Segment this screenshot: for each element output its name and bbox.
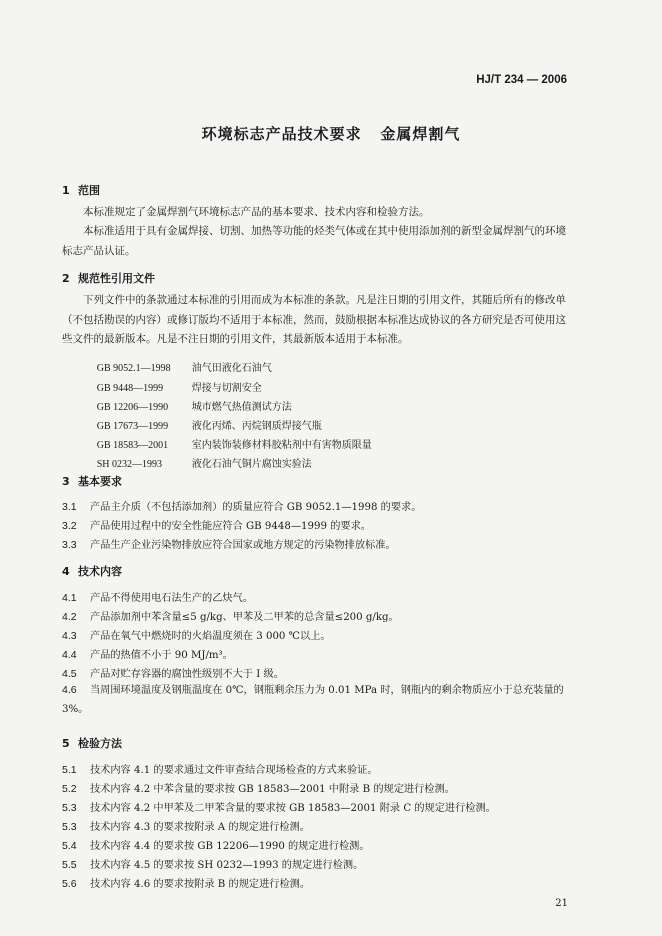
list-item: 4.4 产品的热值不小于 90 MJ/m³。: [62, 649, 233, 661]
section-2-para: 下列文件中的条款通过本标准的引用而成为本标准的条款。凡是注日期的引用文件，其随后所有的修改单（不包括勘误的内容）或修订版均不适用于本标准，然而，鼓励根据本标准达成协议的各方研究是否可使用这些文件的最新版本。凡是不注日期的引用文件，其最新版本适用于本标准。: [62, 294, 566, 345]
list-item: 3.3 产品生产企业污染物排放应符合国家或地方规定的污染物排放标准。: [62, 539, 396, 551]
page-title: 环境标志产品技术要求 金属焊割气: [201, 125, 461, 143]
page-number: 21: [555, 898, 568, 909]
section-3-heading: 3 基本要求: [62, 475, 122, 488]
list-item: 5.2 技术内容 4.2 中苯含量的要求按 GB 18583—2001 中附录 B 的规定进行检测。: [62, 783, 455, 795]
list-item: 5.1 技术内容 4.1 的要求通过文件审查结合现场检查的方式来验证。: [62, 764, 378, 776]
reference-item: GB 12206—1990 城市燃气热值测试方法: [96, 402, 292, 413]
list-item: 5.3 技术内容 4.3 的要求按附录 A 的规定进行检测。: [62, 821, 310, 833]
list-item: 3.1 产品主介质（不包括添加剂）的质量应符合 GB 9052.1—1998 的要求。: [62, 501, 422, 513]
reference-item: SH 0232—1993 液化石油气铜片腐蚀实验法: [96, 459, 312, 470]
list-item: 5.4 技术内容 4.4 的要求按 GB 12206—1990 的规定进行检测。: [62, 840, 370, 852]
list-item: 3.2 产品使用过程中的安全性能应符合 GB 9448—1999 的要求。: [62, 520, 371, 532]
reference-item: GB 9448—1999 焊接与切割安全: [96, 383, 262, 394]
list-item: 4.5 产品对贮存容器的腐蚀性级别不大于 Ⅰ 级。: [62, 668, 284, 680]
standard-code: HJ/T 234 — 2006: [476, 74, 567, 86]
section-1-para-2: 本标准适用于具有金属焊接、切割、加热等功能的烃类气体或在其中使用添加剂的新型金属焊割气的环境标志产品认证。: [62, 225, 566, 257]
list-item: 4.2 产品添加剂中苯含量≤5 g/kg、甲苯及二甲苯的总含量≤200 g/kg。: [62, 611, 399, 623]
reference-item: GB 9052.1—1998 油气田液化石油气: [96, 363, 272, 374]
section-1-para-1: 本标准规定了金属焊割气环境标志产品的基本要求、技术内容和检验方法。: [83, 206, 430, 218]
reference-item: GB 18583—2001 室内装饰装修材料胶粘剂中有害物质限量: [96, 440, 372, 451]
list-item: 5.5 技术内容 4.5 的要求按 SH 0232—1993 的规定进行检测。: [62, 859, 364, 871]
list-item: 5.3 技术内容 4.2 中甲苯及二甲苯含量的要求按 GB 18583—2001 附录 C 的规定进行检测。: [62, 802, 496, 814]
list-item: 4.3 产品在氧气中燃烧时的火焰温度须在 3 000 ℃以上。: [62, 630, 331, 642]
reference-item: GB 17673—1999 液化丙烯、丙烷钢质焊接气瓶: [96, 421, 322, 432]
section-2-heading: 2 规范性引用文件: [62, 272, 155, 285]
section-5-heading: 5 检验方法: [62, 737, 122, 750]
list-item: 4.1 产品不得使用电石法生产的乙炔气。: [62, 592, 253, 604]
section-1-heading: 1 范围: [62, 184, 100, 197]
section-4-heading: 4 技术内容: [62, 565, 122, 578]
list-item: 5.6 技术内容 4.6 的要求按附录 B 的规定进行检测。: [62, 878, 311, 890]
list-item: 4.6 当周围环境温度及钢瓶温度在 0℃，钢瓶剩余压力为 0.01 MPa 时，钢瓶内的剩余物质应小于总充装量的 3%。: [62, 684, 564, 715]
